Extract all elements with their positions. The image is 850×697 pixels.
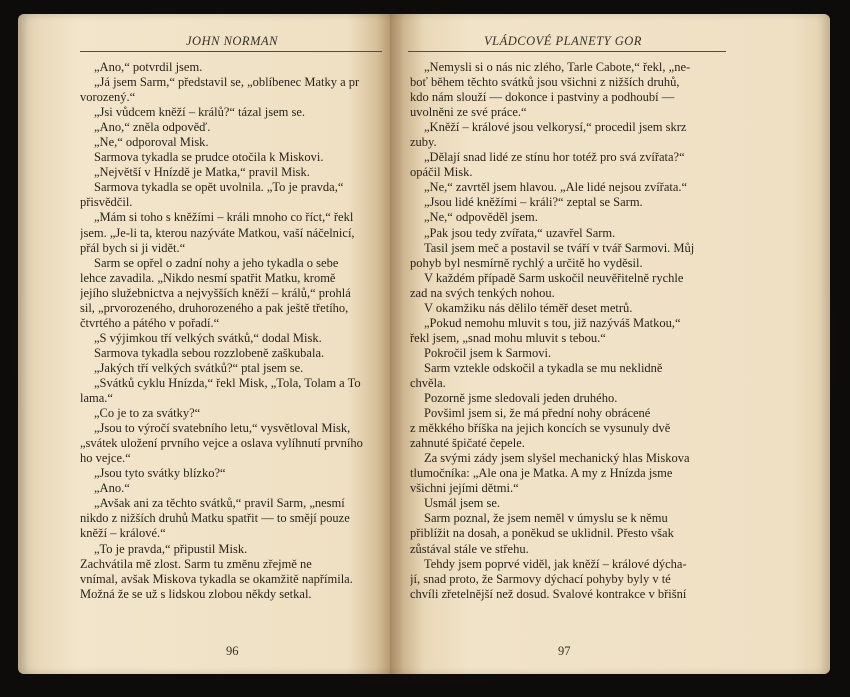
text-line: „Ano,“ zněla odpověď. <box>94 120 211 135</box>
text-line: zuby. <box>410 135 437 150</box>
text-line: jejího služebnictva a nejvyšších kněží – králů,“ prohlá <box>80 285 351 300</box>
text-line: lama.“ <box>80 391 113 406</box>
text-line: Pokročil jsem k Sarmovi. <box>424 345 552 360</box>
text-line: opáčil Misk. <box>410 165 473 180</box>
text-line: „Jsou tyto svátky blízko?“ <box>94 466 226 481</box>
text-line: řekl jsem, „snad mohu mluvit s tebou.“ <box>410 330 606 345</box>
text-line: Sarm poznal, že jsem neměl v úmyslu se k němu <box>424 511 668 526</box>
text-line: přiblížit na dosah, a poněkud se uklidnil. Přesto však <box>410 526 674 541</box>
page-number-left: 96 <box>226 644 239 658</box>
text-line: všichni jejími dětmi.“ <box>410 481 519 496</box>
running-head-left: JOHN NORMAN <box>186 34 278 48</box>
text-line: V každém případě Sarm uskočil neuvěřitelně rychle <box>424 270 684 285</box>
text-line: Sarmova tykadla sebou rozzlobeně zaškubala. <box>94 345 325 360</box>
text-line: Za svými zády jsem slyšel mechanický hlas Miskova <box>424 451 690 466</box>
text-line: „S výjimkou tří velkých svátků,“ dodal Misk. <box>94 330 322 345</box>
text-line: „Ano,“ potvrdil jsem. <box>94 60 203 74</box>
text-line: Sarm vztekle odskočil a tykadla se mu neklidně <box>424 360 663 375</box>
text-line: „Ne,“ zavrtěl jsem hlavou. „Ale lidé nejsou zvířata.“ <box>424 180 688 195</box>
text-line: boť během těchto svátků jsou všichni z nižších druhů, <box>410 75 680 90</box>
text-line: sil, „prvorozeného, druhorozeného a pak ještě třetího, <box>80 300 349 315</box>
text-line: Pozorně jsme sledovali jeden druhého. <box>424 391 618 406</box>
header-rule-left <box>80 51 382 52</box>
text-line: „Avšak ani za těchto svátků,“ pravil Sarm, „nesmí <box>94 496 345 511</box>
text-line: čtvrtého a pátého v pořadí.“ <box>80 315 220 330</box>
text-line: Sarm se opřel o zadní nohy a jeho tykadla o sebe <box>94 255 339 270</box>
text-line: Tasil jsem meč a postavil se tváří v tvář Sarmovi. Můj <box>424 240 695 255</box>
text-line: „Nemysli si o nás nic zlého, Tarle Cabote,“ řekl, „ne- <box>424 60 691 74</box>
text-line: Usmál jsem se. <box>424 496 501 511</box>
text-line: „Jsou lidé kněžími – králi?“ zeptal se Sarm. <box>424 195 643 210</box>
text-line: vnímal, avšak Miskova tykadla se okamžitě napřímila. <box>80 571 353 586</box>
text-line: jí, snad proto, že Sarmovy dýchací pohyby byly v té <box>410 571 671 586</box>
running-head-right: VLÁDCOVÉ PLANETY GOR <box>484 34 642 48</box>
text-line: Sarmova tykadla se opět uvolnila. „To je pravda,“ <box>94 180 344 195</box>
text-line: z měkkého bříška na jejich koncích se vysunuly dvě <box>410 421 671 436</box>
text-line: chvěla. <box>410 375 446 390</box>
text-line: pohyb byl nesmírně rychlý a určitě ho vyděsil. <box>410 255 643 270</box>
text-line: „Ano.“ <box>94 481 130 496</box>
text-line: kněží – králové.“ <box>80 526 166 541</box>
text-line: „To je pravda,“ připustil Misk. <box>94 541 248 556</box>
text-line: zad na svých tenkých nohou. <box>410 285 555 300</box>
text-line: „Kněží – králové jsou velkorysí,“ procedil jsem skrz <box>424 120 687 135</box>
text-line: lehce zavadila. „Nikdo nesmí spatřit Matku, kromě <box>80 270 336 285</box>
right-page <box>390 14 830 674</box>
text-line: přisvědčil. <box>80 195 133 210</box>
text-line: přál bych si ji vidět.“ <box>80 240 186 255</box>
text-line: „Ne,“ odpověděl jsem. <box>424 210 538 225</box>
text-line: „Dělají snad lidé ze stínu hor totéž pro svá zvířata?“ <box>424 150 685 165</box>
text-line: zůstával stále ve střehu. <box>410 541 529 556</box>
text-line: „Ne,“ odporoval Misk. <box>94 135 209 150</box>
page-number-right: 97 <box>558 644 571 658</box>
text-line: „Mám si toho s kněžími – králi mnoho co říct,“ řekl <box>94 210 354 225</box>
text-line: ho vejce.“ <box>80 451 131 466</box>
text-line: vorozený.“ <box>80 90 136 105</box>
text-line: Tehdy jsem poprvé viděl, jak kněží – králové dýcha- <box>424 556 687 571</box>
text-line: nikdo z nižších druhů Matku spatřit — to smějí pouze <box>80 511 350 526</box>
text-line: Možná že se už s lidskou zlobou někdy setkal. <box>80 586 312 601</box>
text-line: „Co je to za svátky?“ <box>94 406 201 421</box>
text-line: jsem. „Je-li ta, kterou nazýváte Matkou, vaší náčelnicí, <box>80 225 355 240</box>
text-line: „Pokud nemohu mluvit s tou, již nazýváš Matkou,“ <box>424 315 681 330</box>
text-line: zahnuté špičaté čepele. <box>410 436 525 451</box>
text-line: „Jsi vůdcem kněží – králů?“ tázal jsem se. <box>94 105 306 120</box>
text-line: „Jakých tří velkých svátků?“ ptal jsem se. <box>94 360 304 375</box>
text-line: Povšiml jsem si, že má přední nohy obrácené <box>424 406 651 421</box>
text-line: „svátek uložení prvního vejce a oslava vylíhnutí prvního <box>80 436 363 451</box>
right-page-text <box>410 60 720 602</box>
text-line: V okamžiku nás dělilo téměř deset metrů. <box>424 300 633 315</box>
text-line: „Jsou to výročí svatebního letu,“ vysvětloval Misk, <box>94 421 351 436</box>
text-line: „Svátků cyklu Hnízda,“ řekl Misk, „Tola, Tolam a To <box>94 375 361 390</box>
text-line: Zachvátila mě zlost. Sarm tu změnu zřejmě ne <box>80 556 312 571</box>
text-line: Sarmova tykadla se prudce otočila k Miskovi. <box>94 150 324 165</box>
text-line: tlumočníka: „Ale ona je Matka. A my z Hnízda jsme <box>410 466 673 481</box>
text-line: kdo nám slouží — dokonce i pastviny a podhoubí — <box>410 90 675 105</box>
text-line: uvolněni ze své práce.“ <box>410 105 527 120</box>
text-line: „Největší v Hnízdě je Matka,“ pravil Misk. <box>94 165 310 180</box>
text-line: chvíli zřetelnější než dosud. Svalové kontrakce v břišní <box>410 586 687 601</box>
header-rule-right <box>408 51 726 52</box>
text-line: „Já jsem Sarm,“ představil se, „oblíbenec Matky a pr <box>94 75 360 90</box>
left-page-text <box>80 60 386 602</box>
text-line: „Pak jsou tedy zvířata,“ uzavřel Sarm. <box>424 225 616 240</box>
left-page <box>18 14 390 674</box>
